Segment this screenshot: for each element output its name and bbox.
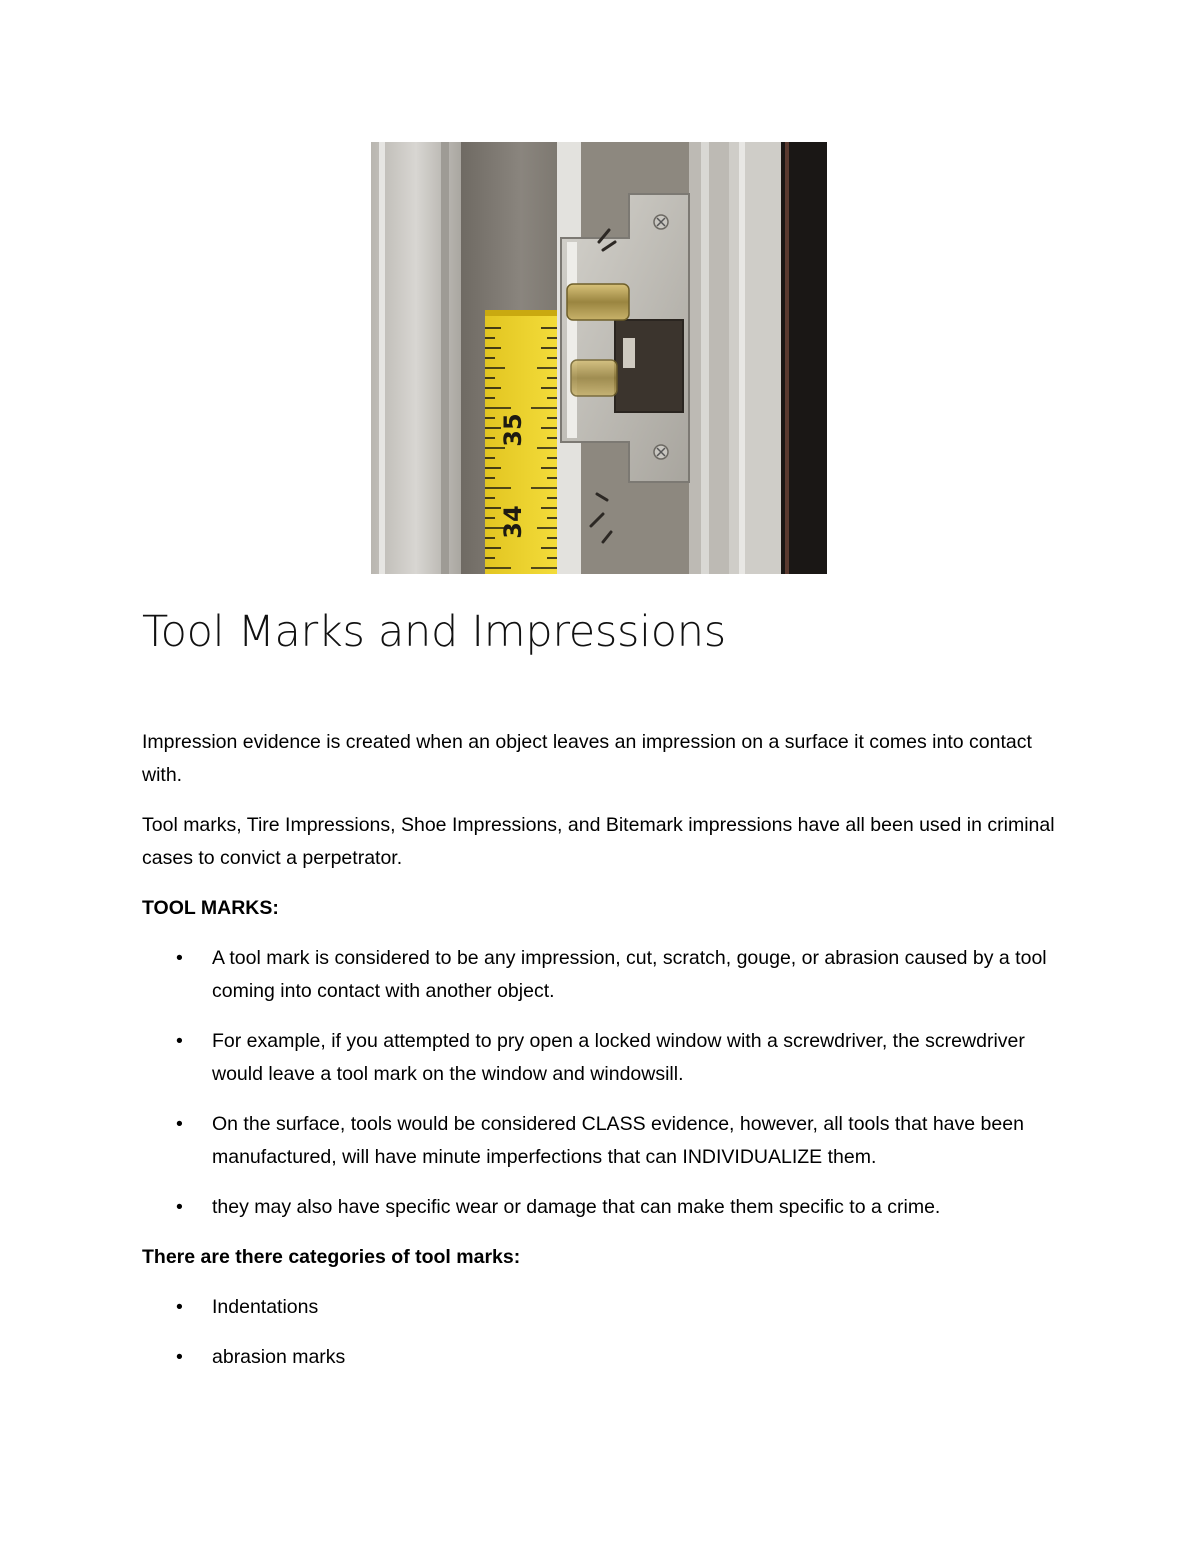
list-item-text: A tool mark is considered to be any impression, cut, scratch, gouge, or abrasion caused by a tool coming into contact with another object. [212,947,1047,1002]
categories-list [142,1291,1072,1374]
list-item [142,1108,1052,1174]
list-item-text: For example, if you attempted to pry open a locked window with a screwdriver, the screwdriver would leave a tool mark on the window and windowsill. [212,1030,1025,1085]
page-title: Tool Marks and Impressions [142,607,726,657]
usage-paragraph: Tool marks, Tire Impressions, Shoe Impressions, and Bitemark impressions have all been used in criminal cases to convict a perpetrator. [142,814,1055,869]
bullet-icon: • [176,1030,183,1052]
bullet-icon: • [176,947,183,969]
tape-label-35: 35 [499,413,527,447]
list-item-text: abrasion marks [212,1346,346,1368]
list-item [142,1025,1052,1091]
bullet-icon: • [176,1346,183,1368]
list-item [142,1341,1052,1374]
categories-heading: There are there categories of tool marks: [142,1246,521,1268]
door-strike-illustration [371,142,827,574]
list-item-text: they may also have specific wear or damage that can make them specific to a crime. [212,1196,941,1218]
tool-marks-heading: TOOL MARKS: [142,897,279,919]
door-strike-photo [371,142,827,574]
list-item [142,1291,1052,1324]
bullet-icon: • [176,1196,183,1218]
bullet-icon: • [176,1296,183,1318]
intro-paragraph: Impression evidence is created when an object leaves an impression on a surface it comes into contact with. [142,731,1032,786]
list-item [142,942,1052,1008]
list-item-text: On the surface, tools would be considered CLASS evidence, however, all tools that have been manufactured, will have minute imperfections that can INDIVIDUALIZE them. [212,1113,1024,1168]
list-item-text: Indentations [212,1296,319,1318]
tape-label-34: 34 [499,505,527,539]
bullet-icon: • [176,1113,183,1135]
tool-marks-list [142,942,1072,1224]
document-body [142,726,1072,1391]
list-item [142,1191,1052,1224]
